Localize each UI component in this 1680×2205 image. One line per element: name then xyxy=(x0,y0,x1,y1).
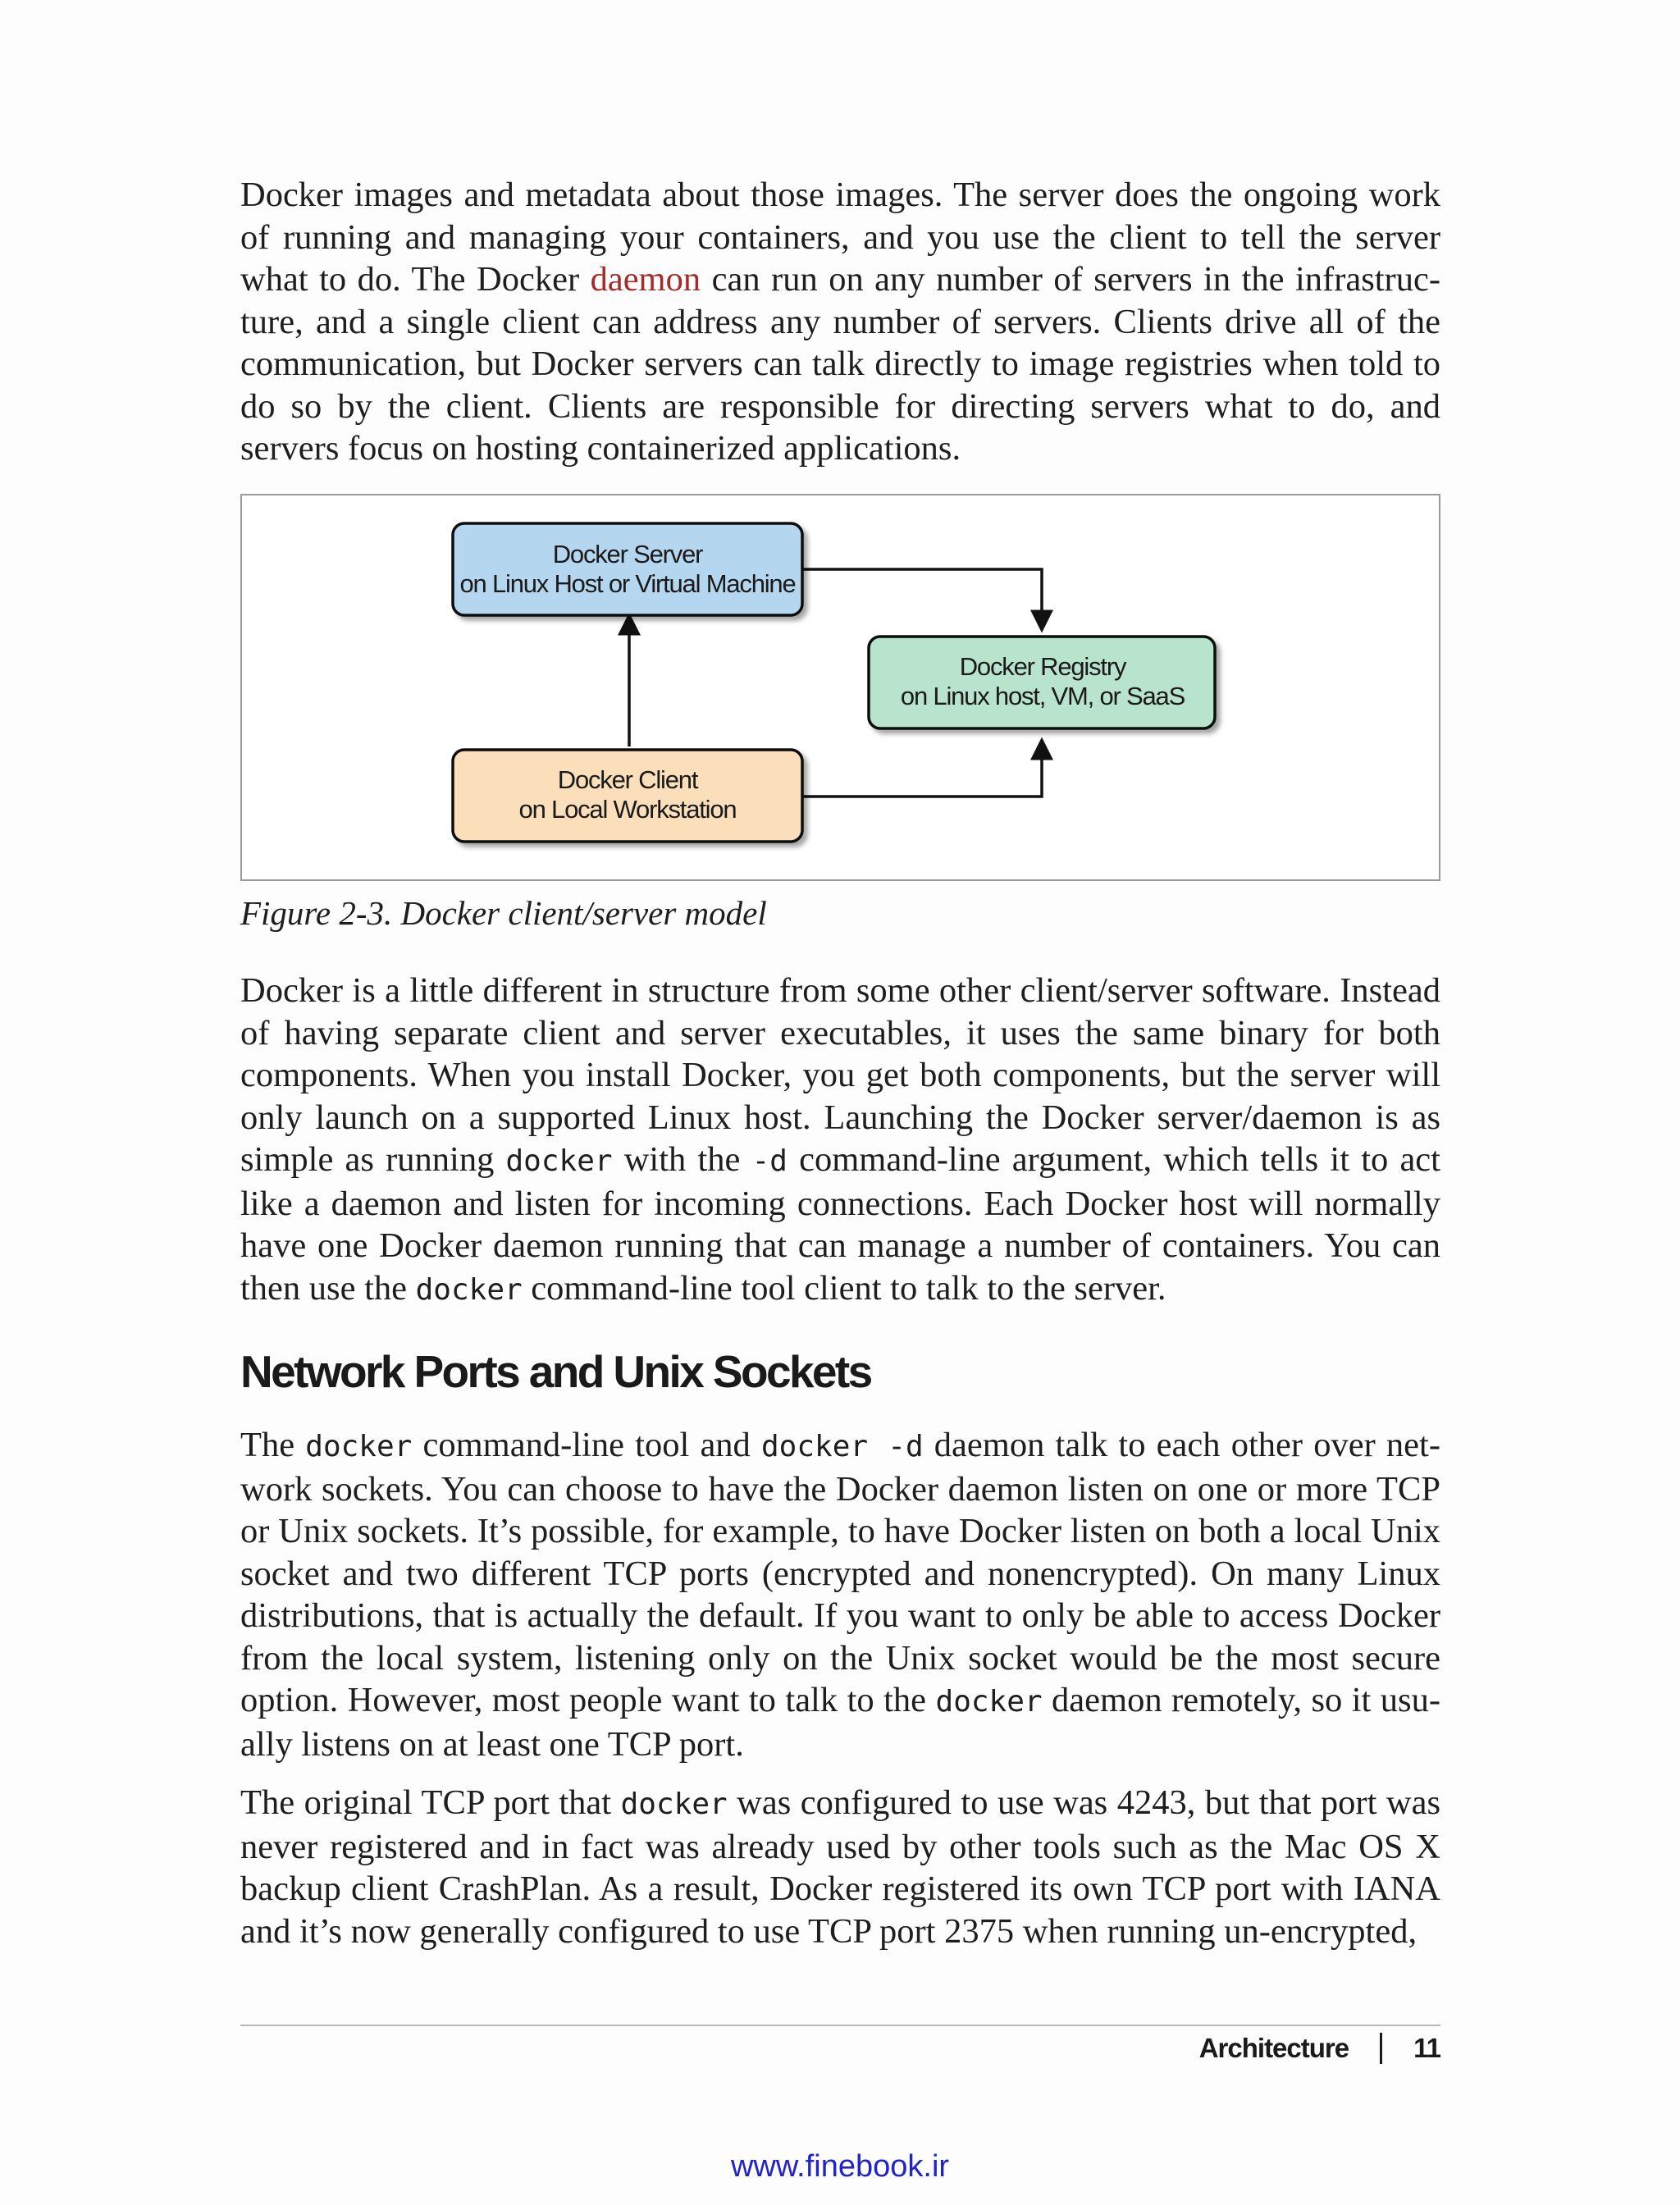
footer-section-title: Architecture xyxy=(1198,2033,1349,2063)
client-to-registry-arrow xyxy=(802,740,1042,797)
client-server-diagram xyxy=(240,494,1440,881)
inline-code: docker xyxy=(505,1144,613,1178)
docker-client-subtitle: on Local Workstation xyxy=(518,795,737,824)
docker-registry-subtitle: on Linux host, VM, or SaaS xyxy=(900,682,1185,710)
docker-client-title: Docker Client xyxy=(557,765,698,794)
docker-server-title: Docker Server xyxy=(552,540,703,568)
inline-code: docker xyxy=(620,1787,728,1821)
docker-client-node xyxy=(453,750,802,842)
docker-registry-node xyxy=(869,637,1215,728)
daemon-link[interactable]: daemon xyxy=(590,260,701,299)
footer-divider xyxy=(240,2025,1440,2026)
paragraph-structure: Docker is a little different in structure from some other client/server software. Instead of having separate client and server executables, it uses the same binary for both components. When you install Docker, you get both components, but the server will only launch on a supported Linux host. Launching the Docker server/daemon is as simple as running docker with the -d command-line argument, which tells it to act like a daemon and listen for incoming connections. Each Docker host will normally have one Docker daemon running that can manage a number of containers. You can then use the docker command-line tool client to talk to the server. xyxy=(240,971,1440,1308)
paragraph-intro: Docker images and metadata about those images. The server does the ongoing work of running and managing your containers, and you use the client to tell the server what to do. The Docker daemon can run on any number of servers in the infrastructure, and a single client can address any number of servers. Clients drive all of the communication, but Docker servers can talk directly to image registries when told to do so by the client. Clients are responsible for directing servers what to do, and servers focus on hosting containerized applications. xyxy=(240,176,1440,468)
page-footer xyxy=(1199,2033,1440,2064)
paragraph-sockets: The docker command-line tool and docker -d daemon talk to each other over network sockets. You can choose to have the Docker daemon listen on one or more TCP or Unix sockets. It’s possible, for example, to have Docker listen on both a local Unix socket and two different TCP ports (encrypted and nonencrypted). On many Linux distributions, that is actually the default. If you want to only be able to access Docker from the local system, listening only on the Unix socket would be the most secure option. However, most people want to talk to the docker daemon remotely, so it usually listens on at least one TCP port. xyxy=(240,1426,1441,1764)
watermark-link[interactable]: www.finebook.ir xyxy=(730,2149,950,2184)
docker-registry-title: Docker Registry xyxy=(959,652,1126,681)
inline-code: docker xyxy=(935,1685,1043,1719)
docker-server-subtitle: on Linux Host or Virtual Machine xyxy=(459,569,796,598)
footer-separator xyxy=(1380,2033,1382,2064)
section-heading: Network Ports and Unix Sockets xyxy=(240,1346,871,1397)
figure-caption: Figure 2-3. Docker client/server model xyxy=(240,894,767,932)
inline-code: docker xyxy=(415,1272,523,1307)
inline-code: docker xyxy=(305,1430,413,1463)
inline-code: -d xyxy=(751,1144,788,1178)
paragraph-ports: The original TCP port that docker was configured to use was 4243, but that port was never registered and in fact was already used by other tools such as the Mac OS X backup client CrashPlan. As a result, Docker registered its own TCP port with IANA and it’s now generally configured to use TCP port 2375 when running un-encrypted, xyxy=(240,1783,1440,1951)
page-number: 11 xyxy=(1413,2033,1440,2063)
inline-code: docker -d xyxy=(761,1430,924,1463)
docker-server-node xyxy=(453,523,802,615)
